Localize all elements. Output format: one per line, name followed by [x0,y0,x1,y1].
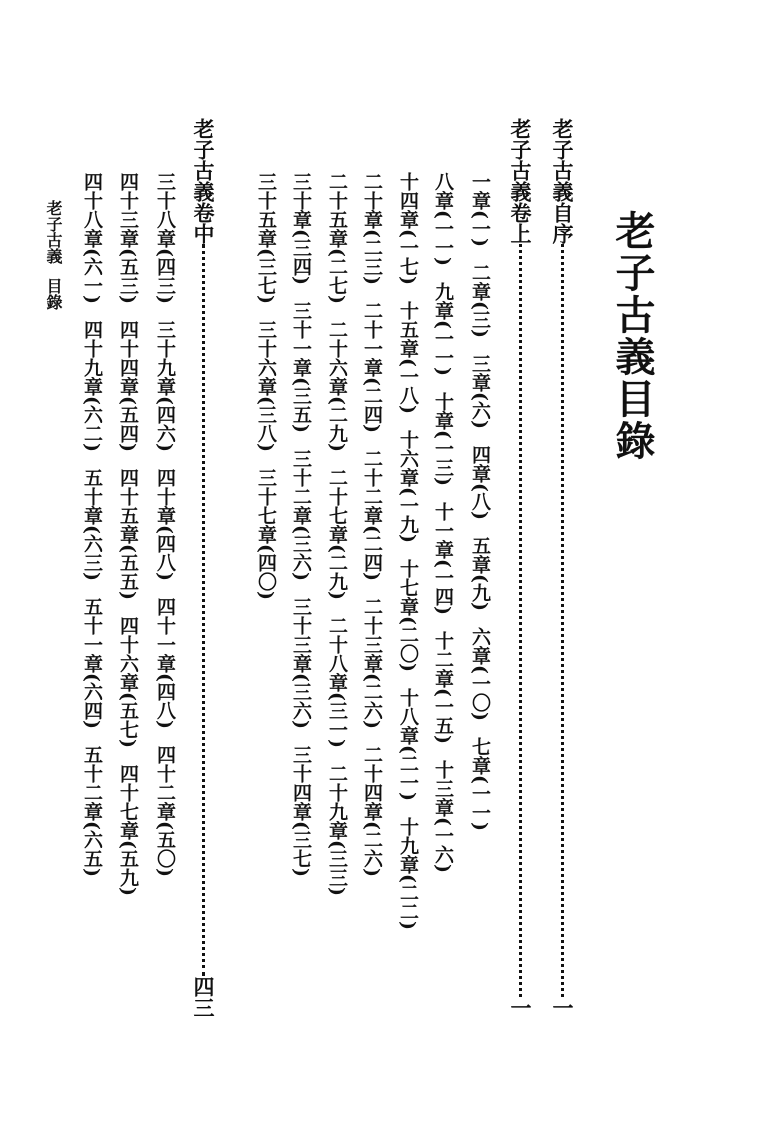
chapter-entry[interactable]: 二十七章(二九) [326,467,348,600]
chapter-entry[interactable]: 十七章(二〇) [397,558,419,672]
chapter-entry[interactable]: 十一章(一四) [432,501,454,615]
chapter-column [327,172,346,896]
chapter-entry[interactable]: 四十五章(五五) [117,467,139,600]
chapter-entry[interactable]: 十九章(二二) [397,816,419,930]
chapter-column [256,172,275,600]
chapter-entry[interactable]: 七章(一一) [469,736,491,831]
chapter-entry[interactable]: 三十八章(四三) [154,172,176,304]
chapter-entry[interactable]: 二十四章(二六) [361,744,383,877]
chapter-entry[interactable]: 四十九章(六二) [81,319,103,452]
footer-section: 目錄 [44,278,63,310]
chapter-entry[interactable]: 四章(八) [469,444,491,520]
chapter-column [362,172,381,877]
page-title: 老子古義目錄 [609,210,656,462]
chapter-entry[interactable]: 四十八章(六一) [81,172,103,304]
chapter-entry[interactable]: 四十七章(五九) [117,763,139,896]
chapter-entry[interactable]: 四十章(四八) [154,467,176,581]
chapter-entry[interactable]: 四十二章(五〇) [154,744,176,877]
chapter-entry[interactable]: 四十四章(五四) [117,319,139,452]
chapter-entry[interactable]: 三十五章(三七) [255,172,277,304]
chapter-column [398,172,417,930]
chapter-entry[interactable]: 四十六章(五七) [117,615,139,748]
chapter-entry[interactable]: 五章(九) [469,535,491,611]
chapter-entry[interactable]: 二十八章(三一) [326,615,348,748]
chapter-entry[interactable]: 五十章(六三) [81,467,103,581]
footer-book-title: 老子古義 [44,200,63,264]
chapter-entry[interactable]: 二十三章(二六) [361,596,383,729]
toc-label: 老子古義卷中 [191,118,216,244]
chapter-entry[interactable]: 三十三章(三六) [290,596,312,729]
dot-leader [519,244,522,997]
chapter-entry[interactable]: 四十三章(五三) [117,172,139,304]
chapter-entry[interactable]: 五十一章(六四) [81,596,103,729]
chapter-entry[interactable]: 六章(一〇) [469,626,491,721]
chapter-column [82,172,101,877]
chapter-entry[interactable]: 二章(三) [469,262,491,338]
dot-leader [561,244,564,997]
chapter-entry[interactable]: 三十一章(三五) [290,300,312,433]
page-footer [45,200,61,310]
chapter-entry[interactable]: 十三章(一六) [432,759,454,873]
chapter-entry[interactable]: 二十章(二三) [361,172,383,285]
dot-leader [202,244,205,976]
chapter-entry[interactable]: 三十四章(三七) [290,744,312,877]
chapter-entry[interactable]: 十八章(二一) [397,687,419,801]
chapter-entry[interactable]: 三十章(三四) [290,172,312,285]
chapter-entry[interactable]: 三十七章(四〇) [255,467,277,600]
chapter-column [433,172,452,873]
chapter-column [470,172,489,831]
chapter-entry[interactable]: 一章(一) [469,172,491,247]
toc-page-number: 一 [550,997,575,1018]
chapter-entry[interactable]: 二十五章(二七) [326,172,348,304]
chapter-column [118,172,137,896]
chapter-entry[interactable]: 三十六章(三八) [255,319,277,452]
chapter-entry[interactable]: 五十二章(六五) [81,744,103,877]
chapter-entry[interactable]: 八章(一一) [432,172,454,266]
toc-entry-vol-middle[interactable] [193,118,214,1018]
toc-page-number: 四三 [191,976,216,1018]
toc-entry-preface[interactable] [552,118,573,1018]
chapter-entry[interactable]: 十二章(一五) [432,630,454,744]
chapter-entry[interactable]: 十六章(一九) [397,429,419,543]
chapter-entry[interactable]: 三十二章(三六) [290,448,312,581]
toc-label: 老子古義自序 [550,118,575,244]
chapter-column [155,172,174,877]
toc-page-number: 一 [508,997,533,1018]
chapter-entry[interactable]: 二十一章(二四) [361,300,383,433]
toc-entry-vol-upper[interactable] [510,118,531,1018]
chapter-column [291,172,310,877]
chapter-entry[interactable]: 二十二章(二四) [361,448,383,581]
chapter-entry[interactable]: 二十九章(三三) [326,763,348,896]
chapter-entry[interactable]: 三十九章(四六) [154,319,176,452]
chapter-entry[interactable]: 十四章(一七) [397,172,419,285]
chapter-entry[interactable]: 三章(六) [469,353,491,429]
chapter-entry[interactable]: 十五章(一八) [397,300,419,414]
chapter-entry[interactable]: 九章(一一) [432,281,454,376]
chapter-entry[interactable]: 十章(一三) [432,391,454,486]
chapter-entry[interactable]: 二十六章(二九) [326,319,348,452]
chapter-entry[interactable]: 四十一章(四八) [154,596,176,729]
toc-label: 老子古義卷上 [508,118,533,244]
